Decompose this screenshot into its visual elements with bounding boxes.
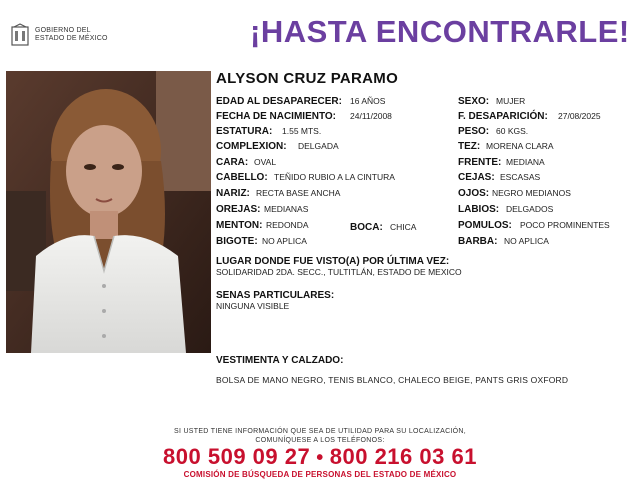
phone-number-1[interactable]: 800 509 09 27 bbox=[163, 444, 311, 469]
field-cabello bbox=[216, 172, 395, 183]
nariz-value: RECTA BASE ANCHA bbox=[256, 188, 341, 198]
field-peso bbox=[458, 126, 529, 137]
cara-label: CARA: bbox=[216, 157, 249, 168]
phone-number-2[interactable]: 800 216 03 61 bbox=[329, 444, 477, 469]
commission-name: COMISIÓN DE BÚSQUEDA DE PERSONAS DEL ESTADO DE MÉXICO bbox=[183, 470, 457, 479]
field-ojos bbox=[458, 188, 571, 199]
desaparicion-value: 27/08/2025 bbox=[558, 111, 601, 121]
field-cejas bbox=[458, 172, 541, 183]
field-nariz bbox=[216, 188, 341, 199]
sexo-label: SEXO: bbox=[458, 96, 490, 107]
pomulos-label: POMULOS: bbox=[458, 220, 512, 231]
government-line-2: ESTADO DE MÉXICO bbox=[35, 35, 108, 42]
orejas-label: OREJAS: bbox=[216, 204, 261, 215]
nariz-label: NARIZ: bbox=[216, 188, 250, 199]
tez-value: MORENA CLARA bbox=[486, 141, 554, 151]
pomulos-value: POCO PROMINENTES bbox=[520, 220, 610, 230]
frente-label: FRENTE: bbox=[458, 157, 502, 168]
cejas-label: CEJAS: bbox=[458, 172, 495, 183]
labios-label: LABIOS: bbox=[458, 204, 500, 215]
field-desaparicion bbox=[458, 111, 601, 122]
frente-value: MEDIANA bbox=[506, 157, 545, 167]
field-pomulos bbox=[458, 220, 610, 231]
government-name bbox=[35, 27, 108, 43]
missing-person-photo bbox=[6, 71, 211, 353]
senas-value: NINGUNA VISIBLE bbox=[216, 301, 290, 311]
labios-value: DELGADOS bbox=[506, 204, 554, 214]
menton-value: REDONDA bbox=[266, 220, 309, 230]
estatura-value: 1.55 MTS. bbox=[282, 126, 322, 136]
barba-label: BARBA: bbox=[458, 236, 498, 247]
lugar-value: SOLIDARIDAD 2DA. SECC., TULTITLÁN, ESTADO DE MEXICO bbox=[216, 267, 462, 277]
field-orejas bbox=[216, 204, 309, 215]
headline: ¡HASTA ENCONTRARLE! bbox=[250, 14, 630, 49]
bigote-label: BIGOTE: bbox=[216, 236, 258, 247]
cabello-label: CABELLO: bbox=[216, 172, 268, 183]
cejas-value: ESCASAS bbox=[500, 172, 541, 182]
edad-label: EDAD AL DESAPARECER: bbox=[216, 96, 342, 107]
senas-label: SENAS PARTICULARES: bbox=[216, 290, 335, 301]
estatura-label: ESTATURA: bbox=[216, 126, 273, 137]
orejas-value: MEDIANAS bbox=[264, 204, 309, 214]
barba-value: NO APLICA bbox=[504, 236, 549, 246]
field-estatura bbox=[216, 126, 322, 137]
field-boca bbox=[350, 222, 417, 233]
bigote-value: NO APLICA bbox=[262, 236, 307, 246]
field-nacimiento bbox=[216, 111, 392, 122]
field-edad bbox=[216, 96, 386, 107]
tez-label: TEZ: bbox=[458, 141, 481, 152]
field-tez bbox=[458, 141, 554, 152]
complexion-value: DELGADA bbox=[298, 141, 339, 151]
desaparicion-label: F. DESAPARICIÓN: bbox=[458, 111, 548, 122]
field-labios bbox=[458, 204, 554, 215]
field-frente bbox=[458, 157, 545, 168]
field-complexion bbox=[216, 141, 339, 152]
peso-value: 60 KGS. bbox=[496, 126, 529, 136]
ojos-value: NEGRO MEDIANOS bbox=[492, 188, 571, 198]
contact-note-line-1: SI USTED TIENE INFORMACIÓN QUE SEA DE UTILIDAD PARA SU LOCALIZACIÓN, bbox=[173, 428, 467, 435]
vestimenta-label: VESTIMENTA Y CALZADO: bbox=[216, 355, 344, 366]
contact-note-line-2: COMUNÍQUESE A LOS TELÉFONOS: bbox=[255, 437, 385, 444]
edad-value: 16 AÑOS bbox=[350, 96, 386, 106]
portrait-image bbox=[6, 71, 211, 353]
nacimiento-label: FECHA DE NACIMIENTO: bbox=[216, 111, 336, 122]
field-bigote bbox=[216, 236, 307, 247]
phone-numbers bbox=[0, 444, 640, 470]
government-logo bbox=[10, 22, 130, 48]
field-barba bbox=[458, 236, 549, 247]
state-emblem-icon bbox=[10, 23, 30, 47]
field-sexo bbox=[458, 96, 526, 107]
person-name: ALYSON CRUZ PARAMO bbox=[216, 70, 399, 87]
field-cara bbox=[216, 157, 277, 168]
peso-label: PESO: bbox=[458, 126, 490, 137]
cabello-value: TEÑIDO RUBIO A LA CINTURA bbox=[274, 172, 395, 182]
field-menton bbox=[216, 220, 309, 231]
menton-label: MENTON: bbox=[216, 220, 263, 231]
ojos-label: OJOS: bbox=[458, 188, 490, 199]
government-line-1: GOBIERNO DEL bbox=[35, 27, 91, 34]
nacimiento-value: 24/11/2008 bbox=[350, 111, 392, 121]
boca-value: CHICA bbox=[390, 222, 417, 232]
lugar-label: LUGAR DONDE FUE VISTO(A) POR ÚLTIMA VEZ: bbox=[216, 256, 450, 267]
boca-label: BOCA: bbox=[350, 222, 383, 233]
sexo-value: MUJER bbox=[496, 96, 526, 106]
vestimenta-value: BOLSA DE MANO NEGRO, TENIS BLANCO, CHALECO BEIGE, PANTS GRIS OXFORD bbox=[216, 375, 569, 385]
cara-value: OVAL bbox=[254, 157, 277, 167]
complexion-label: COMPLEXION: bbox=[216, 141, 287, 152]
phone-separator: • bbox=[316, 447, 324, 469]
